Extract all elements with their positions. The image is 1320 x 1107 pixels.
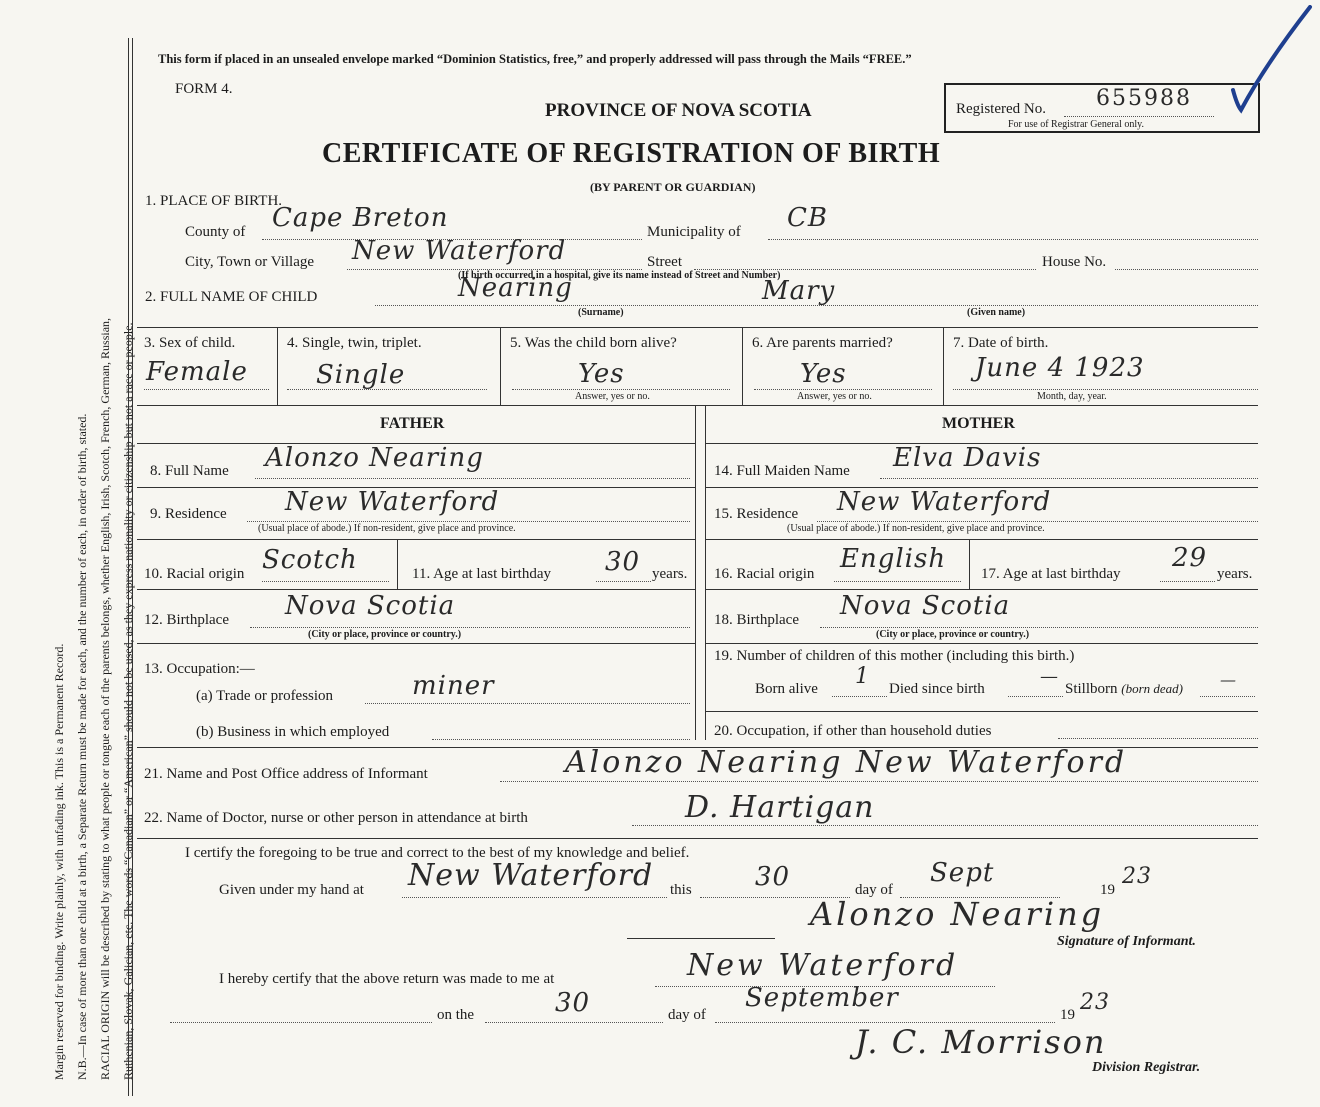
informant-label: 21. Name and Post Office address of Informant: [144, 766, 428, 782]
registrar-year-prefix: 19: [1060, 1007, 1075, 1023]
father-racial-label: 10. Racial origin: [144, 566, 245, 582]
registrar-statement: I hereby certify that the above return was made to me at: [219, 971, 555, 987]
hospital-note: (If birth occurred in a hospital, give its name instead of Street and Number): [458, 270, 781, 281]
registrar-signature-label: Division Registrar.: [1092, 1060, 1201, 1075]
mother-residence-note: (Usual place of abode.) If non-resident, give place and province.: [787, 523, 1045, 534]
father-birthplace-value: Nova Scotia: [285, 591, 456, 621]
mother-racial-label: 16. Racial origin: [714, 566, 815, 582]
registered-number: 655988: [1096, 86, 1192, 111]
registrar-place-value: New Waterford: [687, 948, 959, 983]
city-value: New Waterford: [352, 236, 567, 266]
certify-year-prefix: 19: [1100, 882, 1115, 898]
father-age-years: years.: [652, 566, 688, 582]
alive-value: Yes: [578, 359, 625, 389]
trade-label: (a) Trade or profession: [196, 688, 334, 704]
stillborn-note: (born dead): [1121, 681, 1184, 696]
child-surname: Nearing: [458, 273, 573, 303]
margin-line-1: Margin reserved for binding. Write plainly, with unfading ink. This is a Permanent Record.: [52, 643, 66, 1080]
registrar-signature: J. C. Morrison: [855, 1023, 1107, 1061]
municipality-label: Municipality of: [647, 224, 741, 240]
place-heading: 1. PLACE OF BIRTH.: [145, 193, 283, 209]
registrar-day-value: 30: [555, 988, 591, 1018]
child-name-label: 2. FULL NAME OF CHILD: [145, 289, 318, 305]
surname-note: (Surname): [578, 307, 624, 318]
margin-text-block: [48, 318, 140, 1080]
stillborn-label: [1065, 681, 1183, 698]
business-label: (b) Business in which employed: [196, 724, 390, 740]
mother-residence-label: 15. Residence: [714, 506, 799, 522]
county-value: Cape Breton: [272, 203, 449, 233]
certify-year-value: 23: [1122, 864, 1152, 889]
mother-name-label: 14. Full Maiden Name: [714, 463, 850, 479]
occupation-label: 13. Occupation:—: [144, 661, 255, 677]
certify-statement: I certify the foregoing to be true and correct to the best of my knowledge and belief.: [185, 845, 690, 861]
registrar-year-label: [1060, 1007, 1075, 1024]
county-label: County of: [185, 224, 246, 240]
informant-signature: Alonzo Nearing: [810, 895, 1105, 933]
father-heading: FATHER: [380, 415, 445, 432]
trade-value: miner: [412, 671, 495, 701]
father-racial-value: Scotch: [262, 545, 358, 575]
mother-age-value: 29: [1172, 543, 1208, 573]
died-label: Died since birth: [889, 681, 985, 697]
mother-occupation-label: 20. Occupation, if other than household duties: [714, 723, 992, 739]
single-label: 4. Single, twin, triplet.: [287, 335, 422, 351]
dob-note: Month, day, year.: [1037, 391, 1107, 402]
alive-note: Answer, yes or no.: [575, 391, 650, 402]
informant-signature-label: Signature of Informant.: [1057, 934, 1196, 949]
certify-day-of-label: day of: [855, 882, 893, 898]
house-label: House No.: [1042, 254, 1107, 270]
page-title: CERTIFICATE OF REGISTRATION OF BIRTH: [322, 138, 941, 169]
doctor-label: 22. Name of Doctor, nurse or other person in attendance at birth: [144, 810, 528, 826]
stillborn-label-text: Stillborn: [1065, 681, 1118, 697]
married-label: 6. Are parents married?: [752, 335, 893, 351]
mother-age-years: years.: [1217, 566, 1253, 582]
mother-age-label: 17. Age at last birthday: [981, 566, 1121, 582]
mother-name-value: Elva Davis: [893, 443, 1042, 473]
mother-birthplace-value: Nova Scotia: [840, 591, 1011, 621]
dob-value: June 4 1923: [975, 353, 1145, 383]
mother-residence-value: New Waterford: [837, 487, 1052, 517]
informant-value: Alonzo Nearing New Waterford: [565, 745, 1128, 780]
children-label: 19. Number of children of this mother (including this birth.): [714, 648, 1075, 664]
registered-label: Registered No.: [956, 101, 1046, 117]
certify-day-value: 30: [755, 862, 791, 892]
margin-line-3: RACIAL ORIGIN will be described by stating to what people or tongue each of the parents belongs, whether English, Irish, Scotch, French, German, Russian,: [98, 317, 112, 1080]
given-name-note: (Given name): [967, 307, 1026, 318]
stillborn-value: —: [1220, 670, 1237, 689]
father-age-value: 30: [605, 547, 641, 577]
mother-birthplace-label: 18. Birthplace: [714, 612, 799, 628]
registrar-day-of-label: day of: [668, 1007, 706, 1023]
sex-label: 3. Sex of child.: [144, 335, 236, 351]
given-under-label: Given under my hand at: [219, 882, 364, 898]
on-the-label: on the: [437, 1007, 475, 1023]
municipality-value: CB: [787, 203, 828, 233]
dob-label: 7. Date of birth.: [953, 335, 1049, 351]
registrar-year-value: 23: [1080, 990, 1110, 1015]
margin-rule-inner: [132, 38, 133, 1096]
this-label: this: [670, 882, 692, 898]
registrar-month-value: September: [745, 983, 899, 1013]
registrar-note: For use of Registrar General only.: [1008, 119, 1144, 130]
father-name-value: Alonzo Nearing: [265, 443, 484, 473]
father-residence-label: 9. Residence: [150, 506, 227, 522]
alive-label: 5. Was the child born alive?: [510, 335, 677, 351]
certify-month-value: Sept: [930, 858, 995, 888]
street-label: Street: [647, 254, 682, 270]
margin-line-2: N.B.—In case of more than one child at a birth, a Separate Return must be made for each, and the number of each, in order of birth, stated.: [75, 413, 89, 1080]
married-note: Answer, yes or no.: [797, 391, 872, 402]
father-age-label: 11. Age at last birthday: [412, 566, 551, 582]
given-place-value: New Waterford: [408, 858, 654, 893]
doctor-value: D. Hartigan: [685, 790, 875, 825]
born-alive-value: 1: [855, 664, 870, 689]
father-residence-value: New Waterford: [285, 487, 500, 517]
born-alive-label: Born alive: [755, 681, 818, 697]
form-number: FORM 4.: [175, 81, 233, 97]
mother-heading: MOTHER: [942, 415, 1015, 432]
postal-note: This form if placed in an unsealed envelope marked “Dominion Statistics, free,” and properly addressed will pass through the Mails “FREE.”: [158, 52, 912, 66]
father-name-label: 8. Full Name: [150, 463, 229, 479]
married-value: Yes: [800, 359, 847, 389]
father-birthplace-label: 12. Birthplace: [144, 612, 229, 628]
father-birthplace-note: (City or place, province or country.): [308, 629, 462, 640]
checkmark-icon: [1225, 5, 1315, 115]
single-value: Single: [316, 360, 406, 390]
father-residence-note: (Usual place of abode.) If non-resident, give place and province.: [258, 523, 516, 534]
margin-rule: [128, 38, 129, 1096]
mother-birthplace-note: (City or place, province or country.): [876, 629, 1030, 640]
child-given-name: Mary: [762, 276, 836, 306]
died-value: —: [1040, 666, 1059, 687]
registered-box: [944, 83, 1260, 133]
page-subtitle: (BY PARENT OR GUARDIAN): [590, 180, 756, 194]
mother-racial-value: English: [840, 544, 947, 574]
margin-line-4: Ruthenian, Slovak, Galician, etc. The words “Canadian” or “American” should not be used, as they express nationality or citizenship but not a race or people.: [121, 322, 135, 1080]
province-heading: PROVINCE OF NOVA SCOTIA: [545, 100, 812, 121]
city-label: City, Town or Village: [185, 254, 315, 270]
sex-value: Female: [146, 357, 248, 387]
